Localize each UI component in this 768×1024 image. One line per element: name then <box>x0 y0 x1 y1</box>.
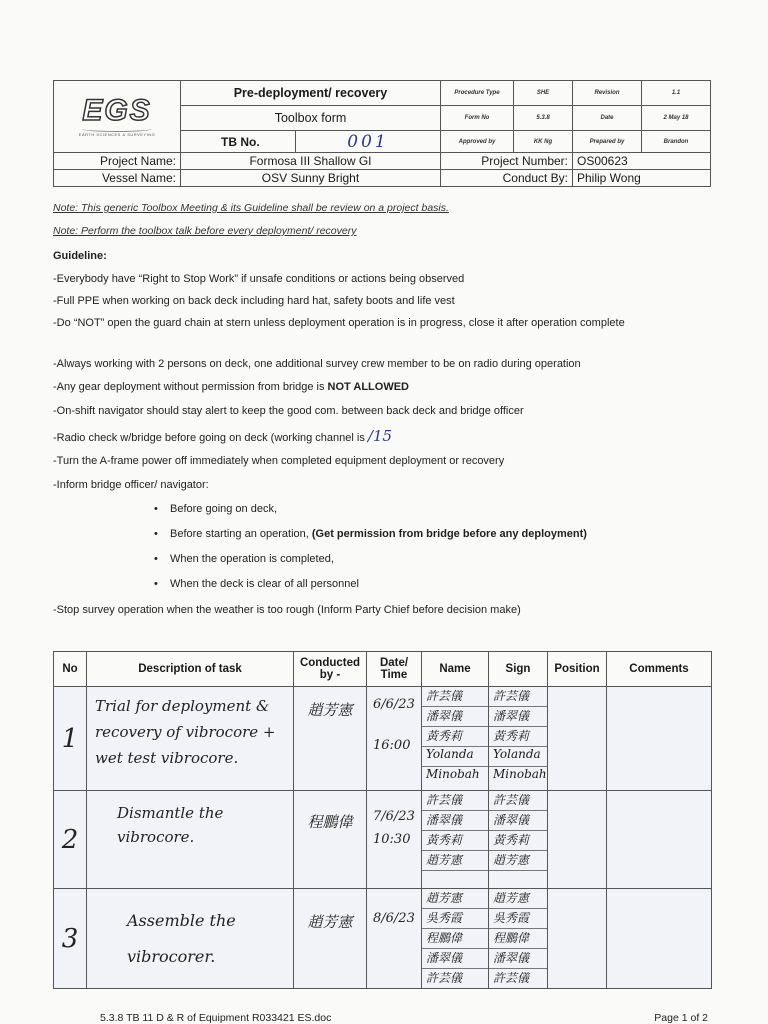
footer-page-number: Page 1 of 2 <box>654 1012 708 1024</box>
task-no: 2 <box>61 824 79 855</box>
bullet-item: • When the operation is completed, <box>170 553 334 565</box>
comments-cell <box>607 889 712 989</box>
position-cell <box>548 791 607 889</box>
name-entry: 程鵬偉 <box>422 929 488 949</box>
table-row <box>54 687 712 791</box>
col-header: Sign <box>489 652 548 687</box>
col-header: Date/ Time <box>367 652 422 687</box>
task-time: 16:00 <box>373 738 411 753</box>
col-header: Comments <box>607 652 712 687</box>
meta-label: Procedure Type <box>441 81 514 106</box>
guideline-item: -Any gear deployment without permission from bridge is NOT ALLOWED <box>53 381 409 393</box>
signature: Minobah <box>493 767 547 781</box>
signature: 程鵬偉 <box>489 929 547 949</box>
conducted-by: 趙芳憲 <box>307 913 353 931</box>
task-date: 8/6/23 <box>373 911 415 926</box>
meta-label: Prepared by <box>573 131 642 153</box>
name-entry: 潘翠儀 <box>422 707 488 727</box>
task-table-header <box>54 652 712 687</box>
project-name-label: Project Name: <box>54 153 181 170</box>
signature: Yolanda <box>489 747 547 767</box>
table-row <box>54 889 712 989</box>
comments-cell <box>607 687 712 791</box>
task-description: Dismantle the vibrocore. <box>117 804 224 846</box>
name-entry: 黃秀莉 <box>422 831 488 851</box>
conducted-by: 程鵬偉 <box>307 813 353 831</box>
guideline-item: -Radio check w/bridge before going on deck (working channel is /15 <box>53 427 393 445</box>
meta-value: 1.1 <box>642 81 711 106</box>
guideline-item: -Turn the A-frame power off immediately when completed equipment deployment or recovery <box>53 455 505 467</box>
meta-value: Brandon <box>642 131 711 153</box>
position-cell <box>548 889 607 989</box>
footer-filename: 5.3.8 TB 11 D & R of Equipment R033421 ES.doc <box>100 1012 332 1024</box>
signature: 許芸儀 <box>493 971 530 985</box>
signature: 許芸儀 <box>489 687 547 707</box>
name-entry: Yolanda <box>422 747 488 767</box>
task-description: Assemble the vibrocorer. <box>127 911 236 966</box>
name-entry: 趙芳憲 <box>422 889 488 909</box>
conduct-by-label: Conduct By: <box>441 170 573 187</box>
signature: 潘翠儀 <box>489 949 547 969</box>
conducted-by: 趙芳憲 <box>307 701 353 719</box>
vessel-name-label: Vessel Name: <box>54 170 181 187</box>
form-title-line1: Pre-deployment/ recovery <box>181 81 441 106</box>
task-no: 1 <box>61 723 79 754</box>
name-entry: 許芸儀 <box>422 791 488 811</box>
note-review: Note: This generic Toolbox Meeting & its Guideline shall be review on a project basis. <box>53 202 449 214</box>
bullet-item: • When the deck is clear of all personnel <box>170 578 359 590</box>
signature: 趙芳憲 <box>489 889 547 909</box>
col-header: Position <box>548 652 607 687</box>
vessel-name-value: OSV Sunny Bright <box>181 170 441 187</box>
note-perform: Note: Perform the toolbox talk before every deployment/ recovery <box>53 225 357 237</box>
meta-value: 2 May 18 <box>642 106 711 131</box>
task-description: Trial for deployment & recovery of vibrocore + wet test vibrocore. <box>95 697 276 767</box>
task-time: 10:30 <box>373 832 411 847</box>
name-entry: 趙芳憲 <box>422 851 488 871</box>
header-table <box>53 80 711 187</box>
col-header: Conducted by - <box>294 652 367 687</box>
task-date: 7/6/23 <box>373 809 415 824</box>
comments-cell <box>607 791 712 889</box>
name-entry: 潘翠儀 <box>422 949 488 969</box>
name-entry: 吳秀霞 <box>422 909 488 929</box>
guideline-item: -Stop survey operation when the weather is too rough (Inform Party Chief before decision make) <box>53 604 521 616</box>
task-table <box>53 651 712 989</box>
guideline-item: -Do “NOT” open the guard chain at stern unless deployment operation is in progress, close it after operation complete <box>53 317 625 329</box>
signature: 趙芳憲 <box>489 851 547 871</box>
task-date: 6/6/23 <box>373 697 415 712</box>
conduct-by-value: Philip Wong <box>573 170 711 187</box>
company-logo: EGS EARTH SCIENCES & SURVEYING <box>54 81 181 153</box>
project-name-value: Formosa III Shallow GI <box>181 153 441 170</box>
tb-no-value: 001 <box>296 131 441 153</box>
guideline-item: -Everybody have “Right to Stop Work” if unsafe conditions or actions being observed <box>53 273 465 285</box>
meta-value: 5.3.8 <box>514 106 573 131</box>
project-number-value: OS00623 <box>573 153 711 170</box>
project-number-label: Project Number: <box>441 153 573 170</box>
bullet-item: • Before going on deck, <box>170 503 277 515</box>
signature: 黃秀莉 <box>489 727 547 747</box>
meta-label: Date <box>573 106 642 131</box>
meta-value: SHE <box>514 81 573 106</box>
table-row <box>54 791 712 889</box>
meta-label: Approved by <box>441 131 514 153</box>
col-header: Name <box>422 652 489 687</box>
guideline-heading: Guideline: <box>53 250 107 262</box>
signature: 潘翠儀 <box>489 707 547 727</box>
col-header: Description of task <box>87 652 294 687</box>
signature: 吳秀霞 <box>489 909 547 929</box>
guideline-item: -On-shift navigator should stay alert to keep the good com. between back deck and bridge officer <box>53 405 524 417</box>
handwritten-channel: /15 <box>367 427 393 445</box>
tb-no-label: TB No. <box>181 131 296 153</box>
name-entry: 黃秀莉 <box>422 727 488 747</box>
signature: 潘翠儀 <box>489 811 547 831</box>
task-no: 3 <box>61 923 79 954</box>
name-entry: 許芸儀 <box>426 971 463 985</box>
meta-label: Form No <box>441 106 514 131</box>
name-entry: 許芸儀 <box>422 687 488 707</box>
signature: 許芸儀 <box>489 791 547 811</box>
name-entry: Minobah <box>426 767 480 781</box>
signature: 黃秀莉 <box>489 831 547 851</box>
col-header: No <box>54 652 87 687</box>
meta-value: KK Ng <box>514 131 573 153</box>
guideline-item: -Full PPE when working on back deck including hard hat, safety boots and life vest <box>53 295 455 307</box>
position-cell <box>548 687 607 791</box>
bullet-item: • Before starting an operation, (Get permission from bridge before any deployment) <box>170 528 587 540</box>
guideline-item: -Always working with 2 persons on deck, one additional survey crew member to be on radio during operation <box>53 358 581 370</box>
meta-label: Revision <box>573 81 642 106</box>
guideline-item: -Inform bridge officer/ navigator: <box>53 479 209 491</box>
form-title-line2: Toolbox form <box>181 106 441 131</box>
name-entry: 潘翠儀 <box>422 811 488 831</box>
